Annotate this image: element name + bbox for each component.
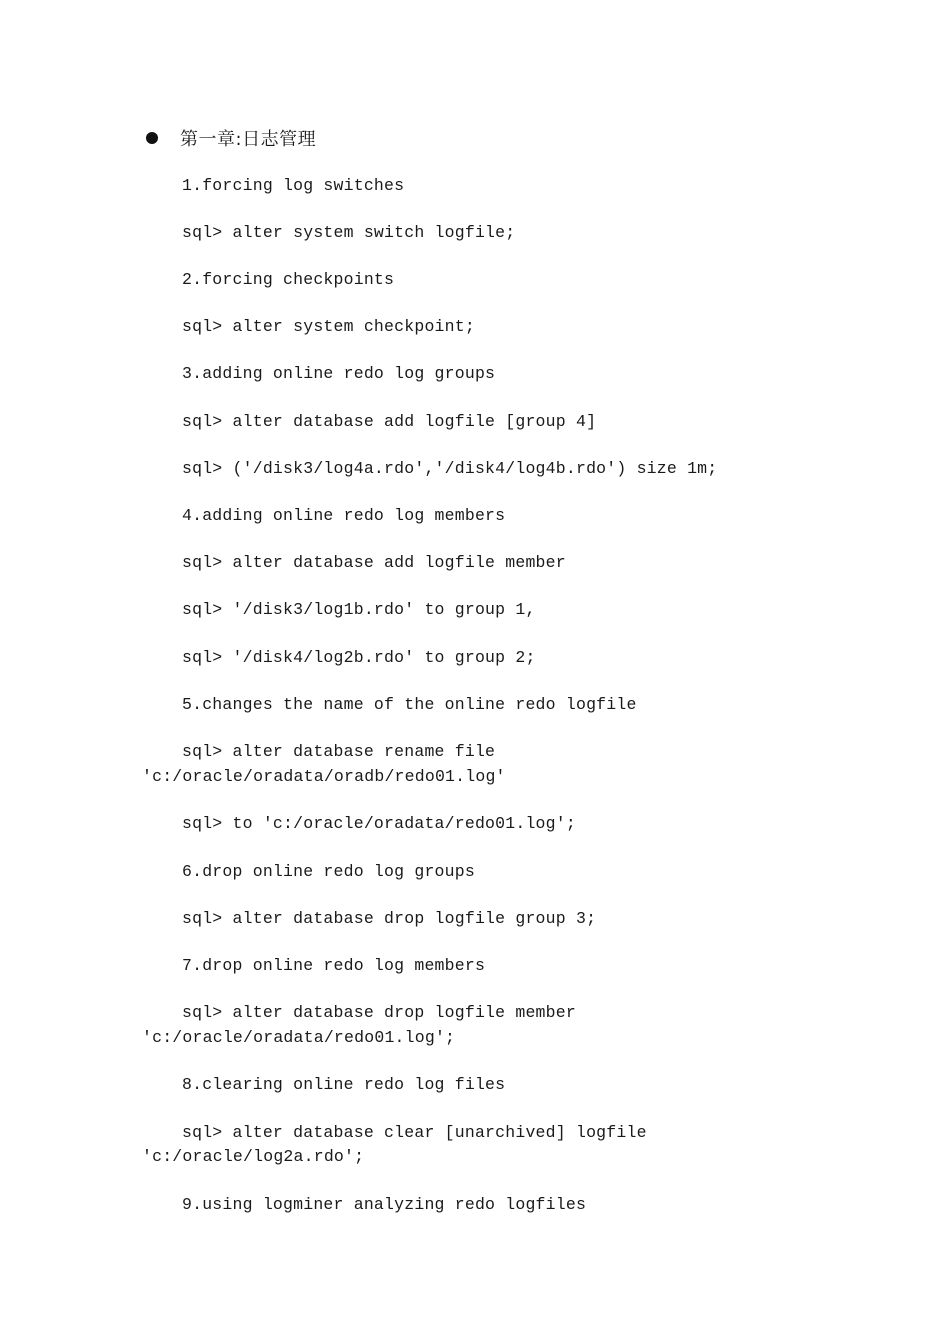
section-title-7: 7.drop online redo log members (182, 956, 486, 975)
sql-line: sql> alter database clear [unarchived] logfile (182, 1123, 647, 1142)
section-title-1: 1.forcing log switches (182, 176, 405, 195)
sql-continuation-line: 'c:/oracle/oradata/oradb/redo01.log' (142, 767, 506, 786)
sql-line: sql> alter system switch logfile; (182, 223, 516, 242)
sql-line: sql> to 'c:/oracle/oradata/redo01.log'; (182, 814, 576, 833)
sql-line: sql> alter database drop logfile group 3; (182, 909, 597, 928)
section-title-2: 2.forcing checkpoints (182, 270, 395, 289)
sql-line: sql> '/disk3/log1b.rdo' to group 1, (182, 600, 536, 619)
sql-line: sql> alter database rename file (182, 742, 496, 761)
sql-line: sql> alter database drop logfile member (182, 1003, 576, 1022)
section-title-5: 5.changes the name of the online redo logfile (182, 695, 637, 714)
section-title-9: 9.using logminer analyzing redo logfiles (182, 1195, 587, 1214)
section-title-6: 6.drop online redo log groups (182, 862, 475, 881)
section-title-4: 4.adding online redo log members (182, 506, 506, 525)
sql-line: sql> '/disk4/log2b.rdo' to group 2; (182, 648, 536, 667)
sql-continuation-line: 'c:/oracle/oradata/redo01.log'; (142, 1028, 456, 1047)
sql-continuation-line: 'c:/oracle/log2a.rdo'; (142, 1147, 365, 1166)
chapter-title: 第一章:日志管理 (180, 129, 317, 150)
bullet-icon (146, 132, 158, 144)
chapter-heading (144, 124, 316, 152)
sql-line: sql> ('/disk3/log4a.rdo','/disk4/log4b.rdo') size 1m; (182, 459, 718, 478)
section-title-3: 3.adding online redo log groups (182, 364, 496, 383)
sql-line: sql> alter database add logfile member (182, 553, 566, 572)
section-title-8: 8.clearing online redo log files (182, 1075, 506, 1094)
sql-line: sql> alter database add logfile [group 4] (182, 412, 597, 431)
sql-line: sql> alter system checkpoint; (182, 317, 475, 336)
